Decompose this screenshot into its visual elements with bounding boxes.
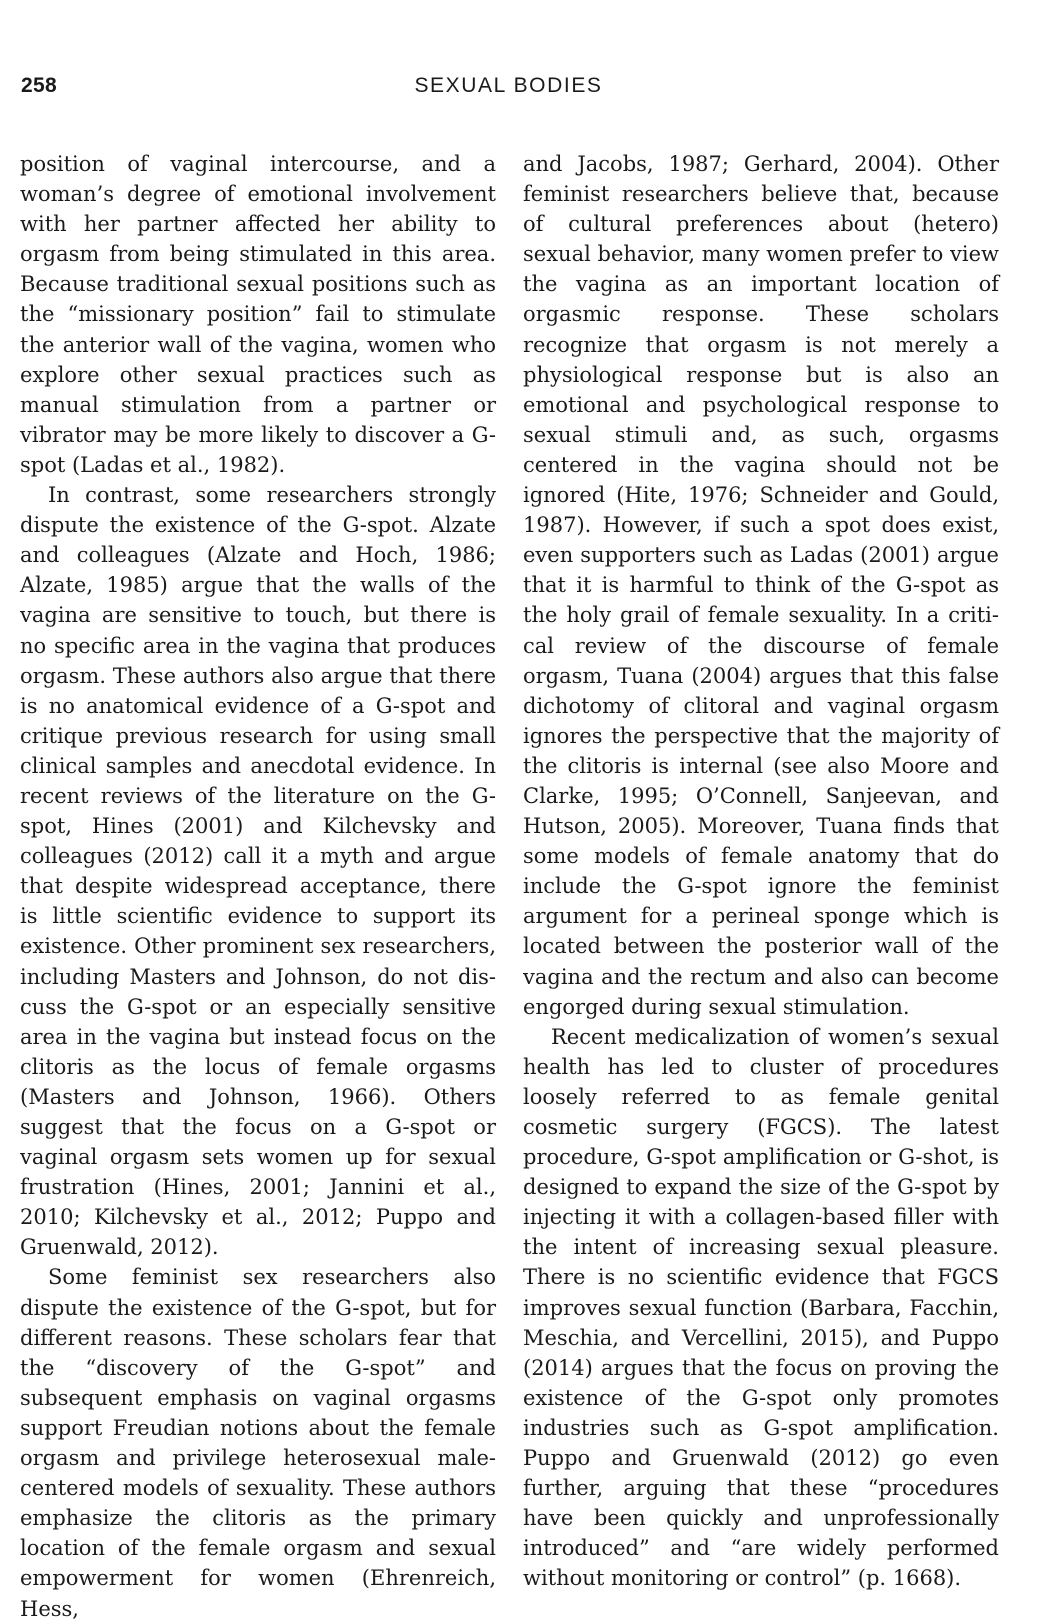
running-head: SEXUAL BODIES	[414, 74, 603, 97]
paragraph: Some feminist sex researchers also dispute the existence of the G-spot, but for different reasons. These scholars fear that the “discovery of the G-spot” and subsequent emphasis on vaginal orgasms support Freudian notions about the female orgasm and privilege heterosexual male-centered models of sexuality. These authors emphasize the clitoris as the primary location of the female orgasm and sexual empowerment for women (Ehrenreich, Hess,	[20, 1265, 496, 1621]
paragraph: position of vaginal intercourse, and a woman’s degree of emotional involvement with her partner affected her ability to orgasm from being stimulated in this area. Because traditional sexual positions such as the “missionary position” fail to stimulate the anterior wall of the vagina, women who explore other sexual practices such as manual stimulation from a partner or vibrator may be more likely to discover a G-spot (Ladas et al., 1982).	[20, 152, 496, 477]
paragraph: and Jacobs, 1987; Gerhard, 2004). Other feminist researchers believe that, because of cultural preferences about (hetero) sexual behavior, many women prefer to view the vagina as an important location of orgasmic response. These scholars recognize that orgasm is not merely a physiological response but is also an emotional and psychological response to sexual stimuli and, as such, orgasms centered in the vagina should not be ignored (Hite, 1976; Schneider and Gould, 1987). However, if such a spot does exist, even supporters such as Ladas (2001) argue that it is harmful to think of the G-spot as the holy grail of female sexuality. In a critical review of the discourse of female orgasm, Tuana (2004) argues that this false dichotomy of clitoral and vaginal orgasm ignores the perspective that the majority of the clitoris is internal (see also Moore and Clarke, 1995; O’Connell, Sanjeevan, and Hutson, 2005). Moreover, Tuana finds that some models of female anatomy that do include the G-spot ignore the feminist argument for a perineal sponge which is located between the posterior wall of the vagina and the rectum and also can become engorged during sexual stimulation.	[523, 152, 999, 1019]
paragraph: In contrast, some researchers strongly dispute the existence of the G-spot. Alzate and colleagues (Alzate and Hoch, 1986; Alzate, 1985) argue that the walls of the vagina are sensitive to touch, but there is no specific area in the vagina that produces orgasm. These authors also argue that there is no anatomical evidence of a G-spot and critique previous research for using small clinical samples and anecdotal evidence. In recent reviews of the literature on the G-spot, Hines (2001) and Kilchevsky and colleagues (2012) call it a myth and argue that despite widespread acceptance, there is little scientific evidence to support its existence. Other prominent sex researchers, including Masters and Johnson, do not discuss the G-spot or an especially sensitive area in the vagina but instead focus on the clitoris as the locus of female orgasms (Masters and Johnson, 1966). Others suggest that the focus on a G-spot or vaginal orgasm sets women up for sexual frustration (Hines, 2001; Jannini et al., 2010; Kilchevsky et al., 2012; Puppo and Gruenwald, 2012).	[20, 483, 496, 1260]
paragraph: Recent medicalization of women’s sexual health has led to cluster of procedures loosely referred to as female genital cosmetic surgery (FGCS). The latest procedure, G-spot amplification or G-shot, is designed to expand the size of the G-spot by injecting it with a collagen-based filler with the intent of increasing sexual pleasure. There is no scientific evidence that FGCS improves sexual function (Barbara, Facchin, Meschia, and Vercellini, 2015), and Puppo (2014) argues that the focus on proving the existence of the G-spot only promotes industries such as G-spot amplification. Puppo and Gruenwald (2012) go even further, arguing that these “procedures have been quickly and unprofessionally introduced” and “are widely performed without monitoring or control” (p. 1668).	[523, 1024, 999, 1591]
left-column	[20, 149, 496, 1624]
page-number: 258	[21, 74, 57, 97]
right-column	[523, 149, 999, 1594]
